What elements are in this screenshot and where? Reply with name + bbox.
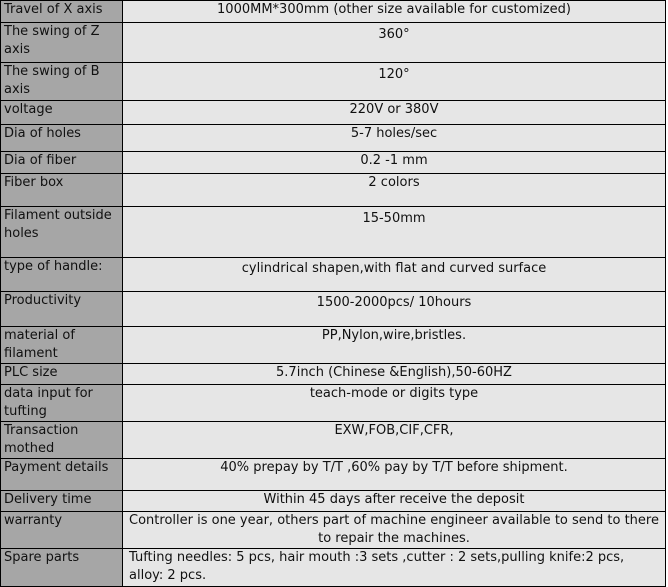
row-label xyxy=(1,258,123,292)
table-row xyxy=(1,174,666,207)
row-label: Dia of holes xyxy=(1,125,123,152)
table-row xyxy=(1,459,666,491)
table-row xyxy=(1,327,666,364)
table-row xyxy=(1,23,666,63)
table-row xyxy=(1,1,666,23)
table-row xyxy=(1,549,666,587)
row-label: warranty xyxy=(1,512,123,549)
row-label-text: type of handle: xyxy=(4,259,103,274)
row-label: PLC size xyxy=(1,364,123,385)
row-label: The swing of B axis xyxy=(1,63,123,101)
row-value xyxy=(123,258,666,292)
row-value: Controller is one year, others part of machine engineer available to send to there to repair the machines. xyxy=(123,512,666,549)
row-label: Spare parts xyxy=(1,549,123,587)
table-row xyxy=(1,207,666,258)
row-value xyxy=(123,63,666,101)
table-row xyxy=(1,125,666,152)
row-label-text: Filament outside holes xyxy=(4,208,112,241)
row-label xyxy=(1,292,123,327)
table-row xyxy=(1,292,666,327)
row-label: Payment details xyxy=(1,459,123,491)
row-value: Tufting needles: 5 pcs, hair mouth :3 sets ,cutter : 2 sets,pulling knife:2 pcs, alloy: 2 pcs. xyxy=(123,549,666,587)
row-value: 2 colors xyxy=(123,174,666,207)
table-row xyxy=(1,152,666,174)
table-row xyxy=(1,364,666,385)
row-label: Dia of fiber xyxy=(1,152,123,174)
table-row xyxy=(1,385,666,422)
table-row xyxy=(1,101,666,125)
row-value: teach-mode or digits type xyxy=(123,385,666,422)
table-row xyxy=(1,512,666,549)
row-value: 1000MM*300mm (other size available for customized) xyxy=(123,1,666,23)
row-value-text: 360° xyxy=(378,27,410,42)
table-row xyxy=(1,491,666,512)
table-row xyxy=(1,63,666,101)
table-row xyxy=(1,422,666,459)
row-value: EXW,FOB,CIF,CFR, xyxy=(123,422,666,459)
row-value-text: 1500-2000pcs/ 10hours xyxy=(316,295,472,310)
row-label: voltage xyxy=(1,101,123,125)
table-row xyxy=(1,258,666,292)
row-value: 220V or 380V xyxy=(123,101,666,125)
row-label-text: Productivity xyxy=(4,293,82,308)
row-value: 5-7 holes/sec xyxy=(123,125,666,152)
row-label: Travel of X axis xyxy=(1,1,123,23)
row-label: data input for tufting xyxy=(1,385,123,422)
row-value-text: 15-50mm xyxy=(362,211,426,226)
row-value: 5.7inch (Chinese &English),50-60HZ xyxy=(123,364,666,385)
row-label: Delivery time xyxy=(1,491,123,512)
row-label: The swing of Z axis xyxy=(1,23,123,63)
row-value: Within 45 days after receive the deposit xyxy=(123,491,666,512)
row-value: 0.2 -1 mm xyxy=(123,152,666,174)
row-label: material of filament xyxy=(1,327,123,364)
row-value-text: 120° xyxy=(378,67,410,82)
row-value-text: cylindrical shapen,with flat and curved surface xyxy=(241,261,547,276)
row-value xyxy=(123,23,666,63)
row-label: Transaction mothed xyxy=(1,422,123,459)
row-value xyxy=(123,292,666,327)
row-label: Fiber box xyxy=(1,174,123,207)
row-label xyxy=(1,207,123,258)
row-value: 40% prepay by T/T ,60% pay by T/T before shipment. xyxy=(123,459,666,491)
row-value xyxy=(123,207,666,258)
row-value: PP,Nylon,wire,bristles. xyxy=(123,327,666,364)
